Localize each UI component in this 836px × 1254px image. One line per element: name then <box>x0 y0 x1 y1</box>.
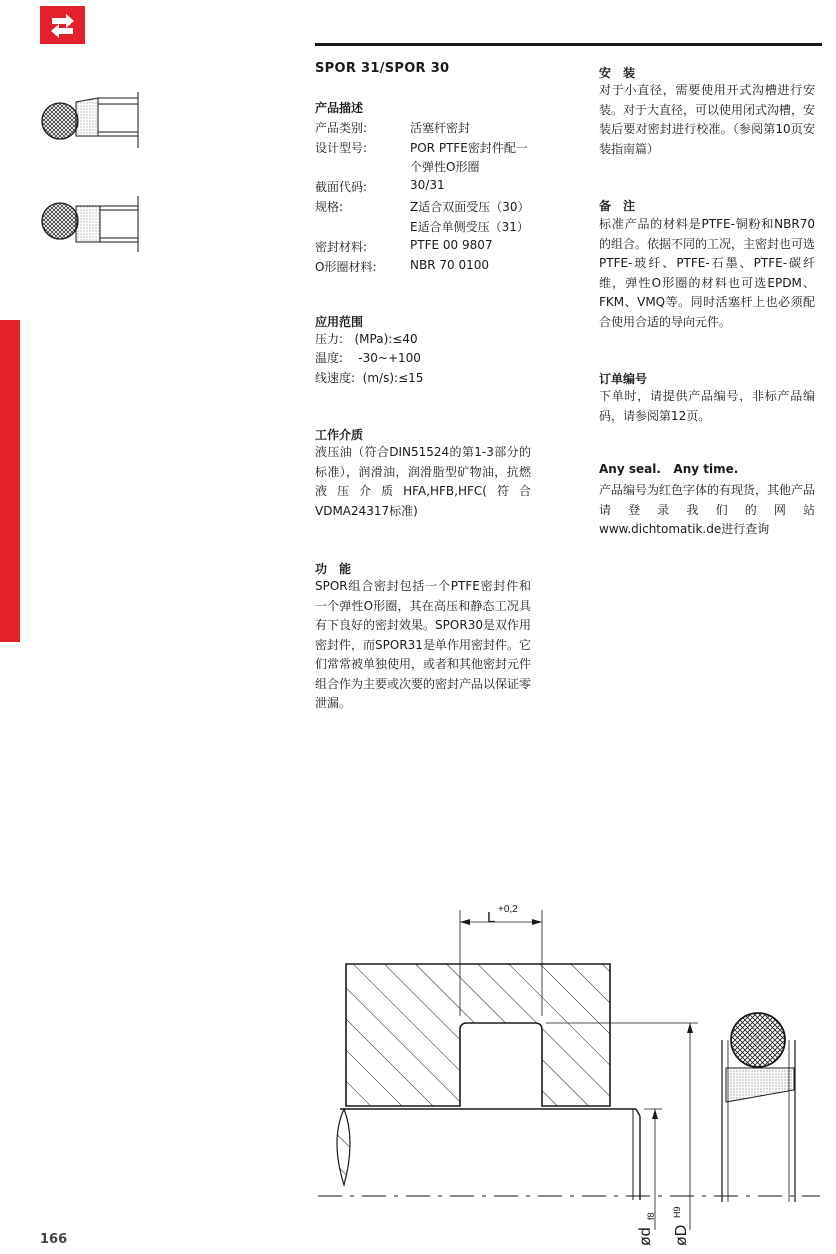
install-heading: 安 装 <box>599 66 636 80</box>
range-line: 压力: (MPa):≤40 <box>315 332 418 346</box>
slogan-text: 产品编号为红色字体的有现货，其他产品请登录我们的网站 www.dichtomatik.de进行查询 <box>599 483 816 536</box>
range-line: 线速度: (m/s):≤15 <box>315 371 424 385</box>
install-text: 对于小直径，需要使用开式沟槽进行安装。对于大直径，可以使用闭式沟槽，安装后要对密封进行校准。（参阅第10页安装指南篇） <box>599 83 816 156</box>
product-title: SPOR 31/SPOR 30 <box>315 61 450 76</box>
function-heading: 功 能 <box>315 562 352 576</box>
seal-profile-spor30-icon <box>38 90 148 150</box>
slogan-heading: Any seal. Any time. <box>599 462 739 476</box>
desc-heading: 产品描述 <box>315 101 364 115</box>
brand-logo <box>40 6 85 44</box>
header-rule <box>315 43 822 46</box>
seal-profile-spor31-icon <box>38 194 148 254</box>
range-heading: 应用范围 <box>315 315 364 329</box>
groove-drawing <box>310 890 830 1250</box>
dim-bore-dia: øD <box>673 1224 690 1246</box>
order-text: 下单时，请提供产品编号，非标产品编码，请参阅第12页。 <box>599 389 815 423</box>
function-text: SPOR组合密封包括一个PTFE密封件和一个弹性O形圈，其在高压和静态工况具有下良好的密封效果。SPOR30是双作用密封件，而SPOR31是单作用密封件。它们常常被单独使用，或者和其他密封元件组合作为主要或次要的密封产品以保证零泄漏。 <box>315 579 532 710</box>
dim-bore-fit: H9 <box>672 1206 682 1218</box>
o-ring-section <box>731 1013 785 1067</box>
housing-section <box>346 964 610 1106</box>
chapter-tab <box>0 320 20 642</box>
dim-rod-dia: ød <box>637 1227 654 1246</box>
dim-L-label: L <box>487 909 496 926</box>
notes-text: 标准产品的材料是PTFE-铜粉和NBR70的组合。依据不同的工况，主密封也可选PTFE-玻纤、PTFE-石墨、PTFE-碳纤维，弹性O形圈的材料也可选EPDM、FKM、VMQ等。同时活塞杆上也必须配合使用合适的导向元件。 <box>599 217 816 329</box>
range-line: 温度: -30~+100 <box>315 351 421 365</box>
notes-heading: 备 注 <box>599 199 636 213</box>
dim-rod-fit: f8 <box>646 1212 656 1220</box>
order-heading: 订单编号 <box>599 372 648 386</box>
dim-L-tolerance: +0,2 <box>498 904 518 915</box>
page-number: 166 <box>40 1232 68 1247</box>
media-heading: 工作介质 <box>315 428 364 442</box>
exchange-arrows-icon <box>40 6 85 44</box>
media-text: 液压油（符合DIN51524的第1-3部分的标准），润滑油，润滑脂型矿物油，抗燃液压介质HFA,HFB,HFC(符合 VDMA24317标准) <box>315 445 531 518</box>
